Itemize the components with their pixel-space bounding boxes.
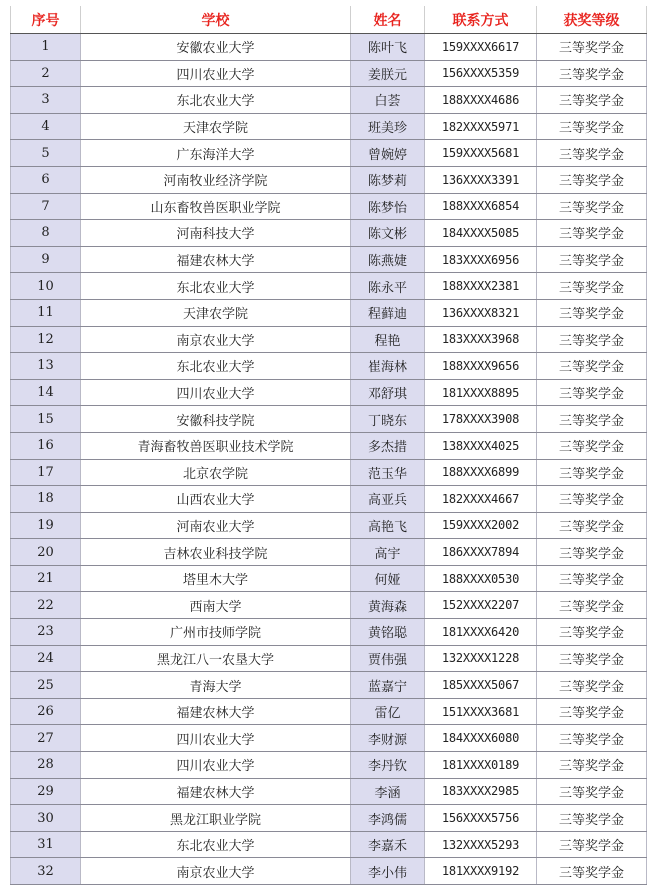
cell-award-level: 三等奖学金 [537, 725, 647, 752]
cell-index: 30 [11, 805, 81, 832]
cell-school: 福建农林大学 [81, 698, 351, 725]
cell-student-name: 高宇 [351, 539, 425, 566]
cell-school: 南京农业大学 [81, 326, 351, 353]
cell-contact: 159XXXX6617 [425, 34, 537, 61]
table-row [11, 486, 647, 513]
cell-student-name: 崔海林 [351, 353, 425, 380]
cell-school: 安徽农业大学 [81, 34, 351, 61]
cell-award-level: 三等奖学金 [537, 565, 647, 592]
cell-school: 山西农业大学 [81, 486, 351, 513]
table-row [11, 34, 647, 61]
cell-student-name: 黄海森 [351, 592, 425, 619]
cell-student-name: 丁晓东 [351, 406, 425, 433]
cell-index: 2 [11, 60, 81, 87]
cell-index: 18 [11, 486, 81, 513]
cell-contact: 132XXXX1228 [425, 645, 537, 672]
cell-index: 19 [11, 512, 81, 539]
table-row [11, 60, 647, 87]
header-name: 姓名 [351, 6, 425, 34]
cell-index: 28 [11, 752, 81, 779]
cell-student-name: 蓝嘉宁 [351, 672, 425, 699]
cell-index: 31 [11, 831, 81, 858]
cell-award-level: 三等奖学金 [537, 113, 647, 140]
cell-index: 23 [11, 619, 81, 646]
cell-index: 4 [11, 113, 81, 140]
cell-contact: 183XXXX2985 [425, 778, 537, 805]
cell-contact: 188XXXX0530 [425, 565, 537, 592]
cell-contact: 188XXXX2381 [425, 273, 537, 300]
table-row [11, 512, 647, 539]
cell-index: 5 [11, 140, 81, 167]
cell-award-level: 三等奖学金 [537, 220, 647, 247]
table-row [11, 113, 647, 140]
cell-award-level: 三等奖学金 [537, 87, 647, 114]
cell-index: 7 [11, 193, 81, 220]
cell-student-name: 陈叶飞 [351, 34, 425, 61]
cell-contact: 181XXXX9192 [425, 858, 537, 885]
cell-award-level: 三等奖学金 [537, 166, 647, 193]
cell-award-level: 三等奖学金 [537, 193, 647, 220]
award-list-sheet [10, 6, 646, 885]
table-row [11, 752, 647, 779]
table-row [11, 193, 647, 220]
cell-index: 14 [11, 379, 81, 406]
cell-student-name: 陈燕婕 [351, 246, 425, 273]
cell-school: 山东畜牧兽医职业学院 [81, 193, 351, 220]
cell-award-level: 三等奖学金 [537, 645, 647, 672]
table-row [11, 672, 647, 699]
table-row [11, 539, 647, 566]
cell-index: 20 [11, 539, 81, 566]
cell-award-level: 三等奖学金 [537, 486, 647, 513]
table-row [11, 645, 647, 672]
cell-student-name: 李小伟 [351, 858, 425, 885]
table-row [11, 432, 647, 459]
cell-index: 10 [11, 273, 81, 300]
table-row [11, 273, 647, 300]
cell-award-level: 三等奖学金 [537, 805, 647, 832]
cell-index: 29 [11, 778, 81, 805]
header-school: 学校 [81, 6, 351, 34]
table-row [11, 326, 647, 353]
cell-school: 河南农业大学 [81, 512, 351, 539]
header-row [11, 6, 647, 34]
cell-award-level: 三等奖学金 [537, 406, 647, 433]
cell-contact: 152XXXX2207 [425, 592, 537, 619]
cell-school: 黑龙江八一农垦大学 [81, 645, 351, 672]
cell-award-level: 三等奖学金 [537, 858, 647, 885]
cell-contact: 159XXXX5681 [425, 140, 537, 167]
cell-student-name: 陈永平 [351, 273, 425, 300]
cell-index: 13 [11, 353, 81, 380]
table-row [11, 246, 647, 273]
cell-school: 西南大学 [81, 592, 351, 619]
cell-award-level: 三等奖学金 [537, 353, 647, 380]
header-index: 序号 [11, 6, 81, 34]
cell-school: 吉林农业科技学院 [81, 539, 351, 566]
cell-school: 福建农林大学 [81, 246, 351, 273]
cell-index: 17 [11, 459, 81, 486]
cell-award-level: 三等奖学金 [537, 60, 647, 87]
cell-school: 黑龙江职业学院 [81, 805, 351, 832]
cell-student-name: 高艳飞 [351, 512, 425, 539]
cell-student-name: 陈梦怡 [351, 193, 425, 220]
cell-contact: 159XXXX2002 [425, 512, 537, 539]
cell-school: 东北农业大学 [81, 353, 351, 380]
cell-index: 32 [11, 858, 81, 885]
cell-student-name: 李嘉禾 [351, 831, 425, 858]
cell-school: 东北农业大学 [81, 87, 351, 114]
cell-school: 北京农学院 [81, 459, 351, 486]
cell-award-level: 三等奖学金 [537, 592, 647, 619]
cell-contact: 185XXXX5067 [425, 672, 537, 699]
table-body [11, 34, 647, 885]
cell-contact: 188XXXX6854 [425, 193, 537, 220]
cell-award-level: 三等奖学金 [537, 299, 647, 326]
cell-index: 3 [11, 87, 81, 114]
cell-contact: 136XXXX8321 [425, 299, 537, 326]
cell-school: 南京农业大学 [81, 858, 351, 885]
cell-student-name: 李鸿儒 [351, 805, 425, 832]
cell-school: 福建农林大学 [81, 778, 351, 805]
cell-index: 12 [11, 326, 81, 353]
cell-contact: 184XXXX5085 [425, 220, 537, 247]
cell-index: 21 [11, 565, 81, 592]
cell-school: 安徽科技学院 [81, 406, 351, 433]
table-row [11, 406, 647, 433]
cell-contact: 181XXXX8895 [425, 379, 537, 406]
cell-contact: 184XXXX6080 [425, 725, 537, 752]
header-contact: 联系方式 [425, 6, 537, 34]
cell-index: 9 [11, 246, 81, 273]
cell-student-name: 班美珍 [351, 113, 425, 140]
table-row [11, 166, 647, 193]
cell-school: 四川农业大学 [81, 752, 351, 779]
cell-index: 8 [11, 220, 81, 247]
cell-student-name: 雷亿 [351, 698, 425, 725]
table-row [11, 459, 647, 486]
table-row [11, 619, 647, 646]
table-row [11, 353, 647, 380]
cell-student-name: 白荟 [351, 87, 425, 114]
table-row [11, 592, 647, 619]
table-row [11, 565, 647, 592]
cell-school: 四川农业大学 [81, 60, 351, 87]
table-row [11, 698, 647, 725]
cell-student-name: 程藓迪 [351, 299, 425, 326]
cell-index: 27 [11, 725, 81, 752]
cell-award-level: 三等奖学金 [537, 831, 647, 858]
cell-student-name: 范玉华 [351, 459, 425, 486]
cell-contact: 188XXXX6899 [425, 459, 537, 486]
cell-award-level: 三等奖学金 [537, 273, 647, 300]
cell-award-level: 三等奖学金 [537, 752, 647, 779]
cell-school: 东北农业大学 [81, 831, 351, 858]
cell-award-level: 三等奖学金 [537, 512, 647, 539]
cell-contact: 183XXXX3968 [425, 326, 537, 353]
cell-award-level: 三等奖学金 [537, 432, 647, 459]
cell-index: 16 [11, 432, 81, 459]
header-award-level: 获奖等级 [537, 6, 647, 34]
cell-contact: 151XXXX3681 [425, 698, 537, 725]
cell-student-name: 黄铭聪 [351, 619, 425, 646]
cell-index: 26 [11, 698, 81, 725]
cell-contact: 182XXXX4667 [425, 486, 537, 513]
cell-school: 广州市技师学院 [81, 619, 351, 646]
cell-student-name: 李涵 [351, 778, 425, 805]
table-row [11, 379, 647, 406]
cell-school: 青海畜牧兽医职业技术学院 [81, 432, 351, 459]
cell-contact: 183XXXX6956 [425, 246, 537, 273]
table-row [11, 87, 647, 114]
cell-school: 塔里木大学 [81, 565, 351, 592]
cell-student-name: 曾婉婷 [351, 140, 425, 167]
cell-index: 6 [11, 166, 81, 193]
cell-student-name: 陈文彬 [351, 220, 425, 247]
cell-contact: 138XXXX4025 [425, 432, 537, 459]
cell-student-name: 李财源 [351, 725, 425, 752]
cell-award-level: 三等奖学金 [537, 619, 647, 646]
cell-school: 青海大学 [81, 672, 351, 699]
cell-contact: 188XXXX9656 [425, 353, 537, 380]
cell-school: 天津农学院 [81, 113, 351, 140]
cell-student-name: 陈梦莉 [351, 166, 425, 193]
cell-student-name: 姜朕元 [351, 60, 425, 87]
table-row [11, 140, 647, 167]
cell-award-level: 三等奖学金 [537, 778, 647, 805]
table-row [11, 831, 647, 858]
cell-student-name: 何娅 [351, 565, 425, 592]
table-row [11, 220, 647, 247]
table-row [11, 805, 647, 832]
cell-school: 天津农学院 [81, 299, 351, 326]
cell-school: 东北农业大学 [81, 273, 351, 300]
cell-contact: 181XXXX6420 [425, 619, 537, 646]
cell-student-name: 多杰措 [351, 432, 425, 459]
cell-award-level: 三等奖学金 [537, 140, 647, 167]
cell-award-level: 三等奖学金 [537, 379, 647, 406]
award-table [10, 6, 647, 885]
cell-award-level: 三等奖学金 [537, 459, 647, 486]
cell-student-name: 贾伟强 [351, 645, 425, 672]
cell-contact: 178XXXX3908 [425, 406, 537, 433]
cell-school: 四川农业大学 [81, 725, 351, 752]
cell-school: 河南科技大学 [81, 220, 351, 247]
cell-contact: 136XXXX3391 [425, 166, 537, 193]
cell-contact: 156XXXX5756 [425, 805, 537, 832]
cell-contact: 186XXXX7894 [425, 539, 537, 566]
cell-award-level: 三等奖学金 [537, 34, 647, 61]
cell-student-name: 高亚兵 [351, 486, 425, 513]
cell-index: 15 [11, 406, 81, 433]
cell-contact: 132XXXX5293 [425, 831, 537, 858]
cell-award-level: 三等奖学金 [537, 246, 647, 273]
cell-school: 河南牧业经济学院 [81, 166, 351, 193]
table-row [11, 725, 647, 752]
table-row [11, 778, 647, 805]
cell-student-name: 李丹钦 [351, 752, 425, 779]
cell-contact: 181XXXX0189 [425, 752, 537, 779]
cell-contact: 188XXXX4686 [425, 87, 537, 114]
cell-school: 广东海洋大学 [81, 140, 351, 167]
cell-student-name: 邓舒琪 [351, 379, 425, 406]
cell-award-level: 三等奖学金 [537, 672, 647, 699]
cell-award-level: 三等奖学金 [537, 698, 647, 725]
cell-index: 1 [11, 34, 81, 61]
cell-award-level: 三等奖学金 [537, 539, 647, 566]
cell-contact: 156XXXX5359 [425, 60, 537, 87]
cell-school: 四川农业大学 [81, 379, 351, 406]
table-row [11, 858, 647, 885]
cell-index: 11 [11, 299, 81, 326]
cell-index: 22 [11, 592, 81, 619]
cell-student-name: 程艳 [351, 326, 425, 353]
cell-contact: 182XXXX5971 [425, 113, 537, 140]
cell-index: 25 [11, 672, 81, 699]
cell-index: 24 [11, 645, 81, 672]
cell-award-level: 三等奖学金 [537, 326, 647, 353]
table-row [11, 299, 647, 326]
